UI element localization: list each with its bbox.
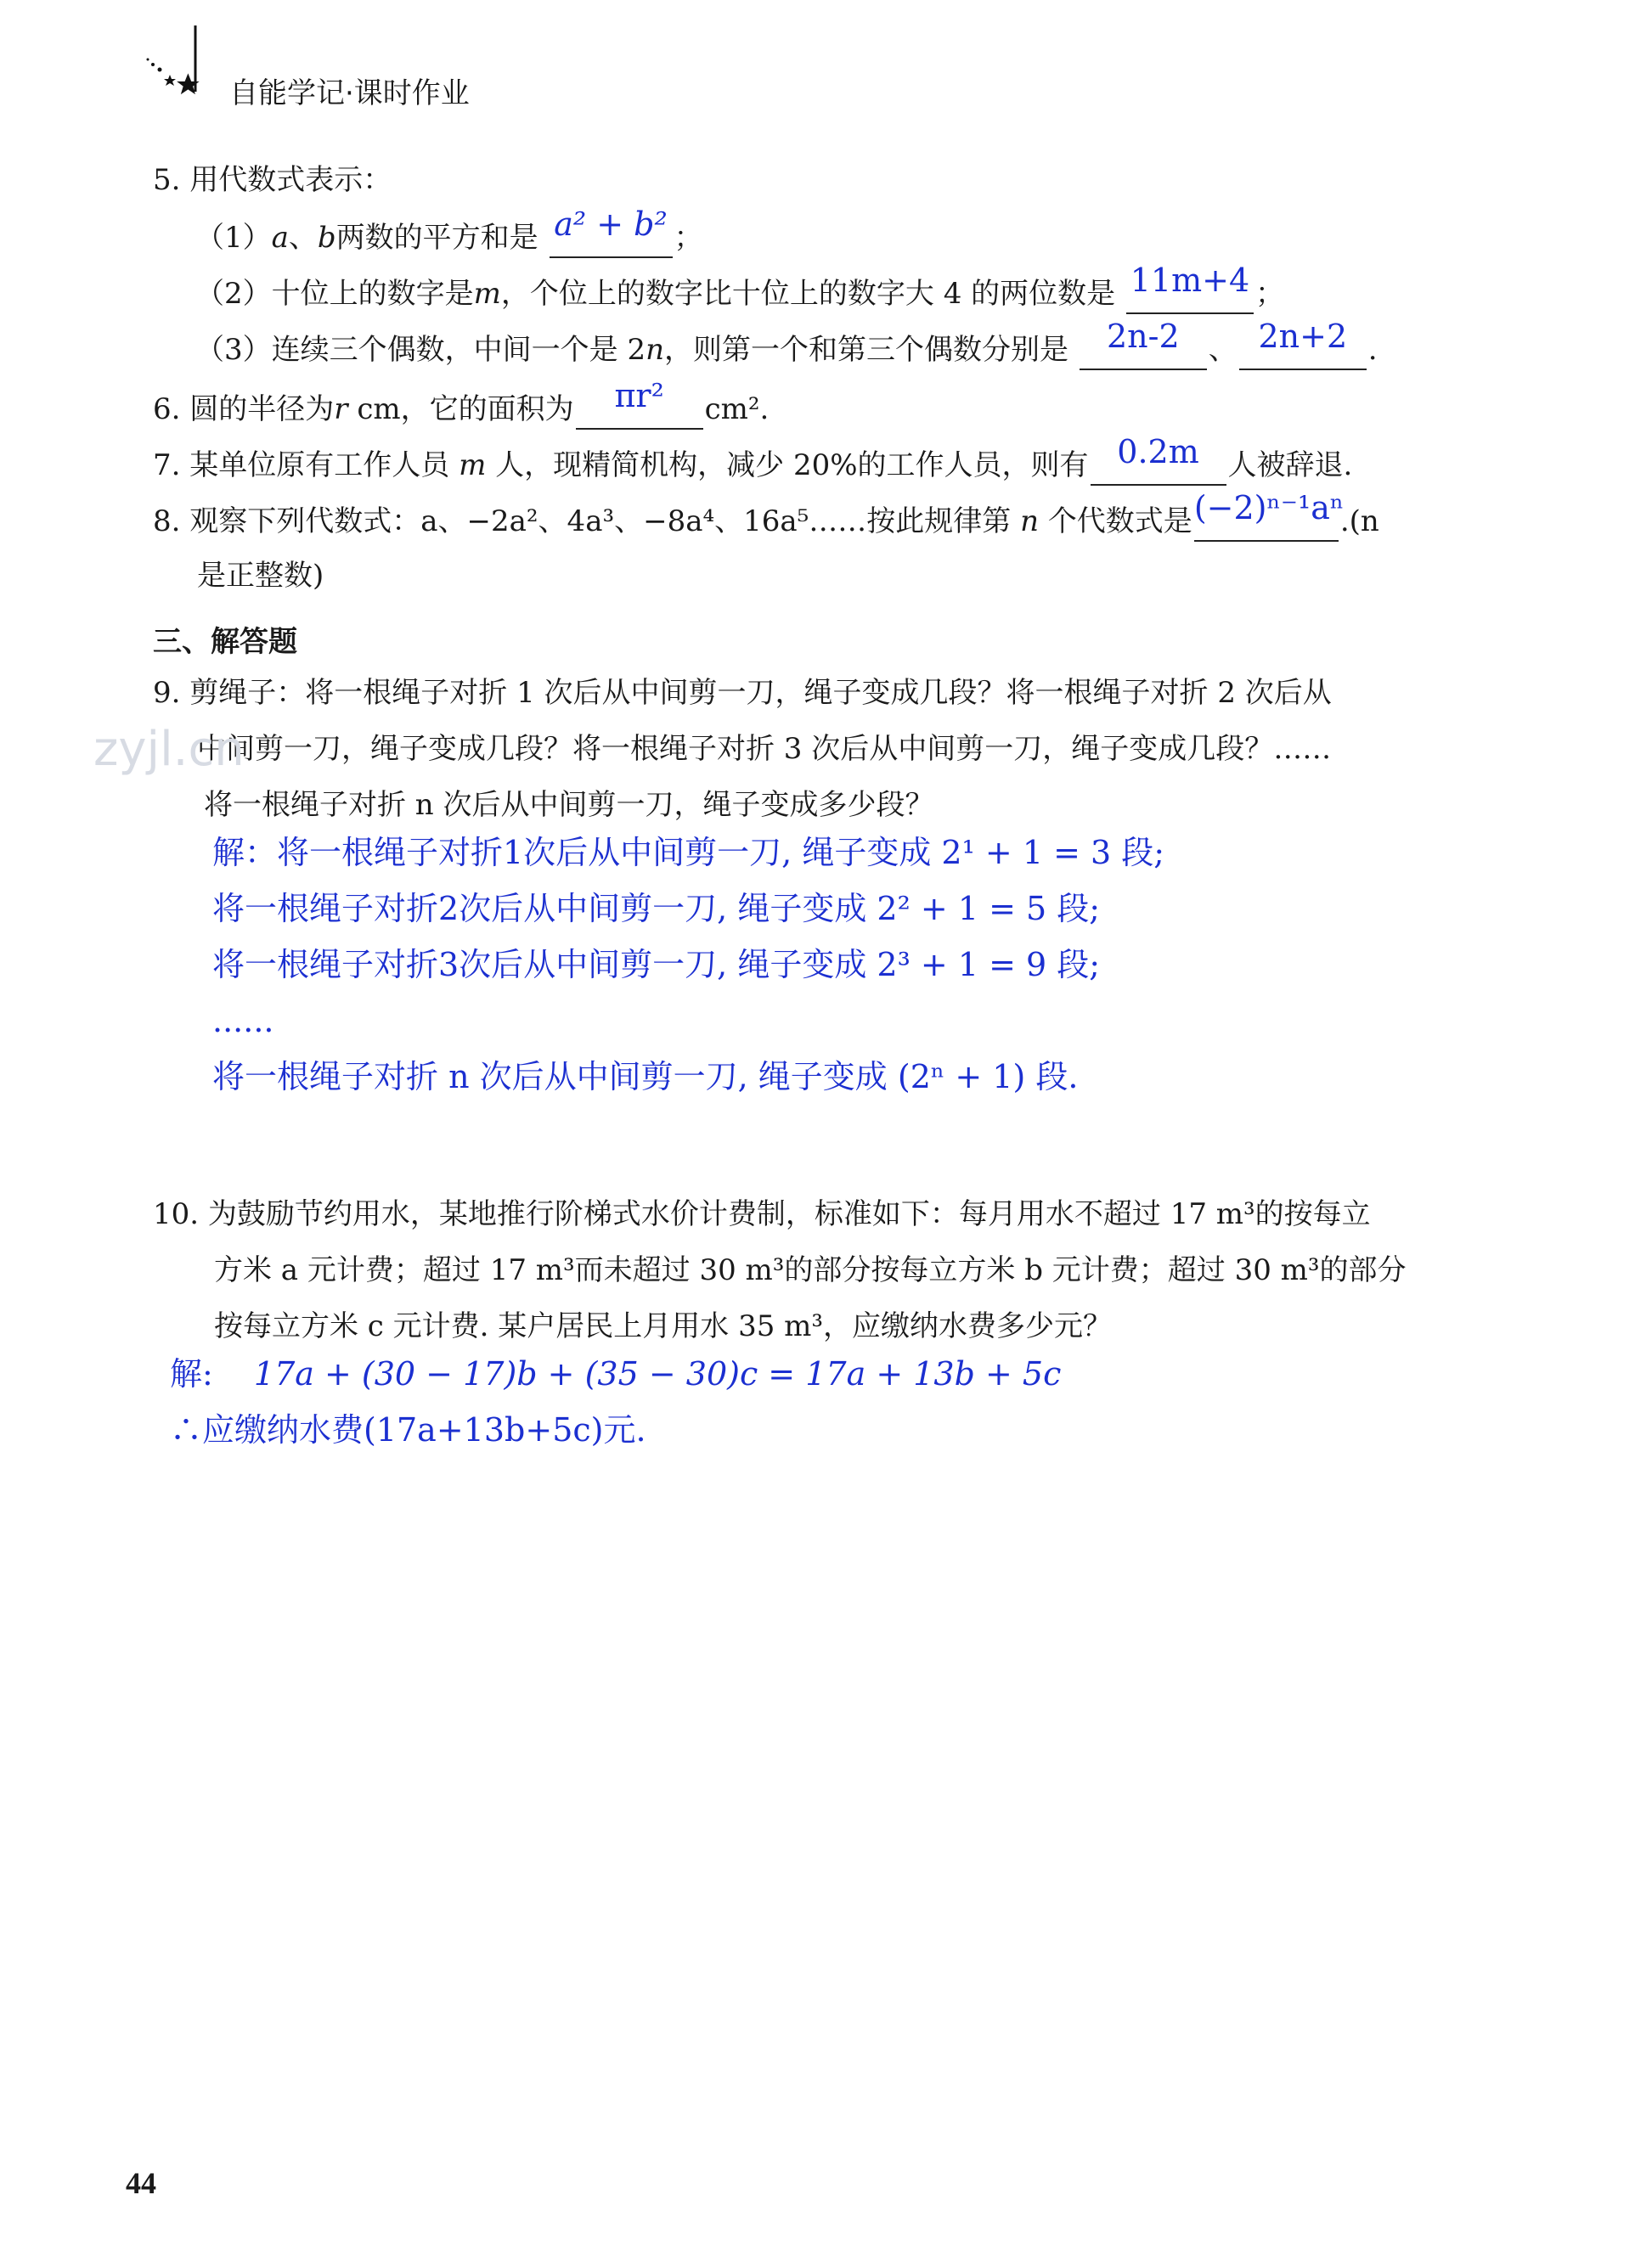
q5-p2-end: ； [1254, 277, 1284, 311]
q5-p3-answer1: 2n-2 [1106, 318, 1180, 355]
q7-number: 7. [153, 448, 181, 482]
q10-text-1: 为鼓励节约用水，某地推行阶梯式水价计费制，标准如下：每月用水不超过 17 m³的按每立 [207, 1197, 1371, 1231]
var-b: b [317, 221, 336, 255]
q7-answer: 0.2m [1117, 433, 1199, 470]
star-logo-icon [144, 25, 221, 106]
q5-p2-prefix: （2）十位上的数字是 [195, 277, 474, 311]
q9-line3: 将一根绳子对折 n 次后从中间剪一刀，绳子变成多少段？ [204, 788, 934, 822]
q5-p3-text: ，则第一个和第三个偶数分别是 [663, 333, 1068, 367]
q10-line1 [153, 1196, 1371, 1233]
answer-blank [1239, 318, 1367, 370]
q6-number: 6. [153, 392, 181, 426]
var-m: m [473, 277, 501, 311]
q7-text: 某单位原有工作人员 [189, 448, 450, 482]
q5-part2 [195, 262, 1284, 314]
q5-p1-sep: 、 [288, 221, 318, 255]
watermark: zyjl.cn [93, 722, 245, 777]
q5-part1 [195, 205, 703, 258]
var-n: n [1020, 504, 1039, 538]
q10-number: 10. [153, 1197, 200, 1231]
q10-line3: 按每立方米 c 元计费. 某户居民上月用水 35 m³，应缴纳水费多少元？ [214, 1309, 1113, 1343]
q7-text-end: 人被辞退. [1227, 448, 1353, 482]
q10-solution-2: ∴应缴纳水费(17a+13b+5c)元. [170, 1411, 646, 1449]
answer-blank [1080, 318, 1207, 370]
q9-line1 [153, 674, 1332, 712]
answer-blank [576, 377, 703, 430]
q9-line2: 中间剪一刀，绳子变成几段？将一根绳子对折 3 次后从中间剪一刀，绳子变成几段？…… [197, 732, 1332, 766]
q10-solution-1 [170, 1353, 1061, 1394]
q9-solution-1: 解：将一根绳子对折1次后从中间剪一刀, 绳子变成 2¹ + 1 = 3 段; [212, 834, 1165, 871]
q9-solution-5: 将一根绳子对折 n 次后从中间剪一刀, 绳子变成 (2ⁿ + 1) 段. [212, 1058, 1079, 1095]
q8-number: 8. [153, 504, 181, 538]
q8-text: 观察下列代数式：a、−2a²、4a³、−8a⁴、16a⁵……按此规律第 [189, 504, 1012, 538]
section-title: 三、解答题 [153, 625, 297, 659]
q10-solution-expression: 17a + (30 − 17)b + (35 − 30)c = 17a + 13b + 5c [253, 1355, 1062, 1393]
q5-p3-sep: 、 [1208, 333, 1238, 367]
var-a: a [271, 221, 289, 255]
page-number: 44 [126, 2166, 156, 2200]
q8 [153, 489, 1379, 542]
q10-line2: 方米 a 元计费；超过 17 m³而未超过 30 m³的部分按每立方米 b 元计费；超过 30 m³的部分 [214, 1253, 1407, 1287]
q5-stem [153, 161, 392, 199]
answer-blank [550, 205, 673, 258]
solution-label: 解: [170, 1355, 213, 1393]
answer-blank [1193, 489, 1345, 542]
q9-text-1: 剪绳子：将一根绳子对折 1 次后从中间剪一刀，绳子变成几段？将一根绳子对折 2 次后从 [189, 676, 1332, 710]
q6-unit: cm². [704, 392, 770, 426]
q5-p3-answer2: 2n+2 [1258, 318, 1348, 355]
q6-text: 圆的半径为 [189, 392, 335, 426]
var-m: m [459, 448, 487, 482]
q9-solution-4: ...... [212, 1002, 274, 1039]
q9-solution-3: 将一根绳子对折3次后从中间剪一刀, 绳子变成 2³ + 1 = 9 段; [212, 946, 1101, 983]
q6-text-mid: cm，它的面积为 [347, 392, 574, 426]
q8-text-mid: 个代数式是 [1047, 504, 1192, 538]
q5-p2-answer: 11m+4 [1130, 262, 1250, 299]
q7 [153, 433, 1353, 486]
q8-line2: 是正整数) [197, 559, 324, 593]
var-r: r [334, 392, 348, 426]
q5-p1-answer: a² + b² [554, 205, 668, 243]
q5-p2-text: ，个位上的数字比十位上的数字大 4 的两位数是 [500, 277, 1116, 311]
q9-number: 9. [153, 676, 181, 710]
header-title: 自能学记·课时作业 [229, 76, 470, 110]
var-n: n [646, 333, 664, 367]
q5-number: 5. [153, 163, 181, 197]
q5-p1-text: 两数的平方和是 [335, 221, 538, 255]
q5-p3-prefix: （3）连续三个偶数，中间一个是 2 [195, 333, 646, 367]
q6 [153, 377, 770, 430]
q8-text-end: .(n [1339, 504, 1379, 538]
q5-p3-end: . [1367, 333, 1378, 367]
answer-blank [1091, 433, 1226, 486]
q8-answer: (−2)ⁿ⁻¹aⁿ [1193, 489, 1345, 526]
answer-blank [1126, 262, 1254, 314]
q7-text-mid: 人，现精简机构，减少 20%的工作人员，则有 [495, 448, 1089, 482]
q5-part3 [195, 318, 1378, 370]
q5-stem-text: 用代数式表示： [189, 163, 392, 197]
q6-answer: πr² [614, 377, 664, 414]
q5-p1-prefix: （1） [195, 221, 272, 255]
q9-solution-2: 将一根绳子对折2次后从中间剪一刀, 绳子变成 2² + 1 = 5 段; [212, 890, 1101, 927]
q5-p1-end: ； [674, 221, 703, 255]
